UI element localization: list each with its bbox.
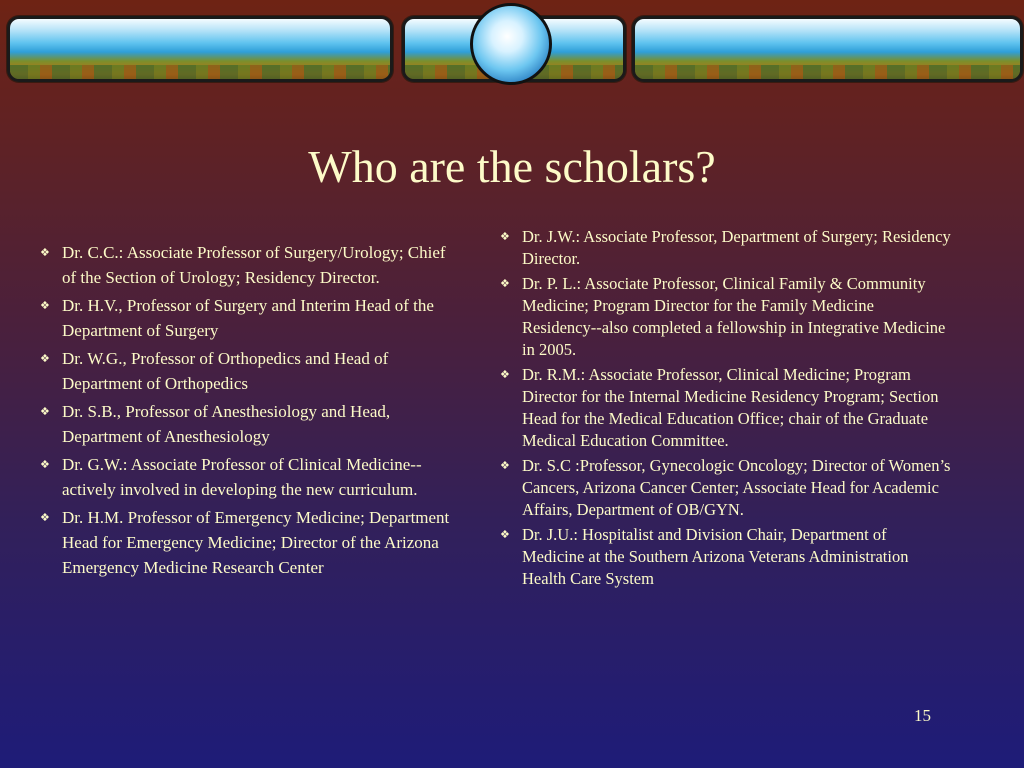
- diamond-bullet-icon: ❖: [40, 299, 50, 312]
- diamond-bullet-icon: ❖: [500, 528, 510, 541]
- list-item: ❖ Dr. S.B., Professor of Anesthesiology and Head, Department of Anesthesiology: [40, 399, 450, 449]
- diamond-bullet-icon: ❖: [500, 277, 510, 290]
- list-item: ❖ Dr. H.M. Professor of Emergency Medicine; Department Head for Emergency Medicine; Director of the Arizona Emergency Medicine Research Center: [40, 505, 450, 580]
- list-item: ❖ Dr. P. L.: Associate Professor, Clinical Family & Community Medicine; Program Director for the Family Medicine Residency--also completed a fellowship in Integrative Medicine in 2005.: [500, 274, 946, 359]
- slide-title: Who are the scholars?: [308, 141, 716, 192]
- list-item: ❖ Dr. S.C :Professor, Gynecologic Oncology; Director of Women’s Cancers, Arizona Cancer Center; Associate Head for Academic Affairs, Department of OB/GYN.: [500, 456, 951, 519]
- header-banner-right: [632, 16, 1023, 82]
- diamond-bullet-icon: ❖: [40, 405, 50, 418]
- right-bullet-list: [500, 226, 952, 593]
- diamond-bullet-icon: ❖: [500, 459, 510, 472]
- diamond-bullet-icon: ❖: [40, 458, 50, 471]
- list-item: ❖ Dr. H.V., Professor of Surgery and Interim Head of the Department of Surgery: [40, 293, 450, 343]
- list-item: ❖ Dr. G.W.: Associate Professor of Clinical Medicine-- actively involved in developing the new curriculum.: [40, 452, 450, 502]
- diamond-bullet-icon: ❖: [40, 511, 50, 524]
- diamond-bullet-icon: ❖: [40, 352, 50, 365]
- page-number: 15: [914, 706, 931, 725]
- list-item: ❖ Dr. J.W.: Associate Professor, Department of Surgery; Residency Director.: [500, 227, 951, 268]
- list-item: ❖ Dr. C.C.: Associate Professor of Surgery/Urology; Chief of the Section of Urology; Residency Director.: [40, 240, 450, 290]
- left-bullet-list: [40, 240, 450, 583]
- globe-icon: [470, 3, 552, 85]
- list-item: ❖ Dr. W.G., Professor of Orthopedics and Head of Department of Orthopedics: [40, 346, 450, 396]
- list-item: ❖ Dr. R.M.: Associate Professor, Clinical Medicine; Program Director for the Internal Medicine Residency Program; Section Head for the Medical Education Office; chair of the Graduate Medical Education Committee.: [500, 365, 939, 450]
- header-banner-left: [7, 16, 393, 82]
- diamond-bullet-icon: ❖: [40, 246, 50, 259]
- list-item: ❖ Dr. J.U.: Hospitalist and Division Chair, Department of Medicine at the Southern Arizona Veterans Administration Health Care System: [500, 525, 909, 588]
- diamond-bullet-icon: ❖: [500, 230, 510, 243]
- diamond-bullet-icon: ❖: [500, 368, 510, 381]
